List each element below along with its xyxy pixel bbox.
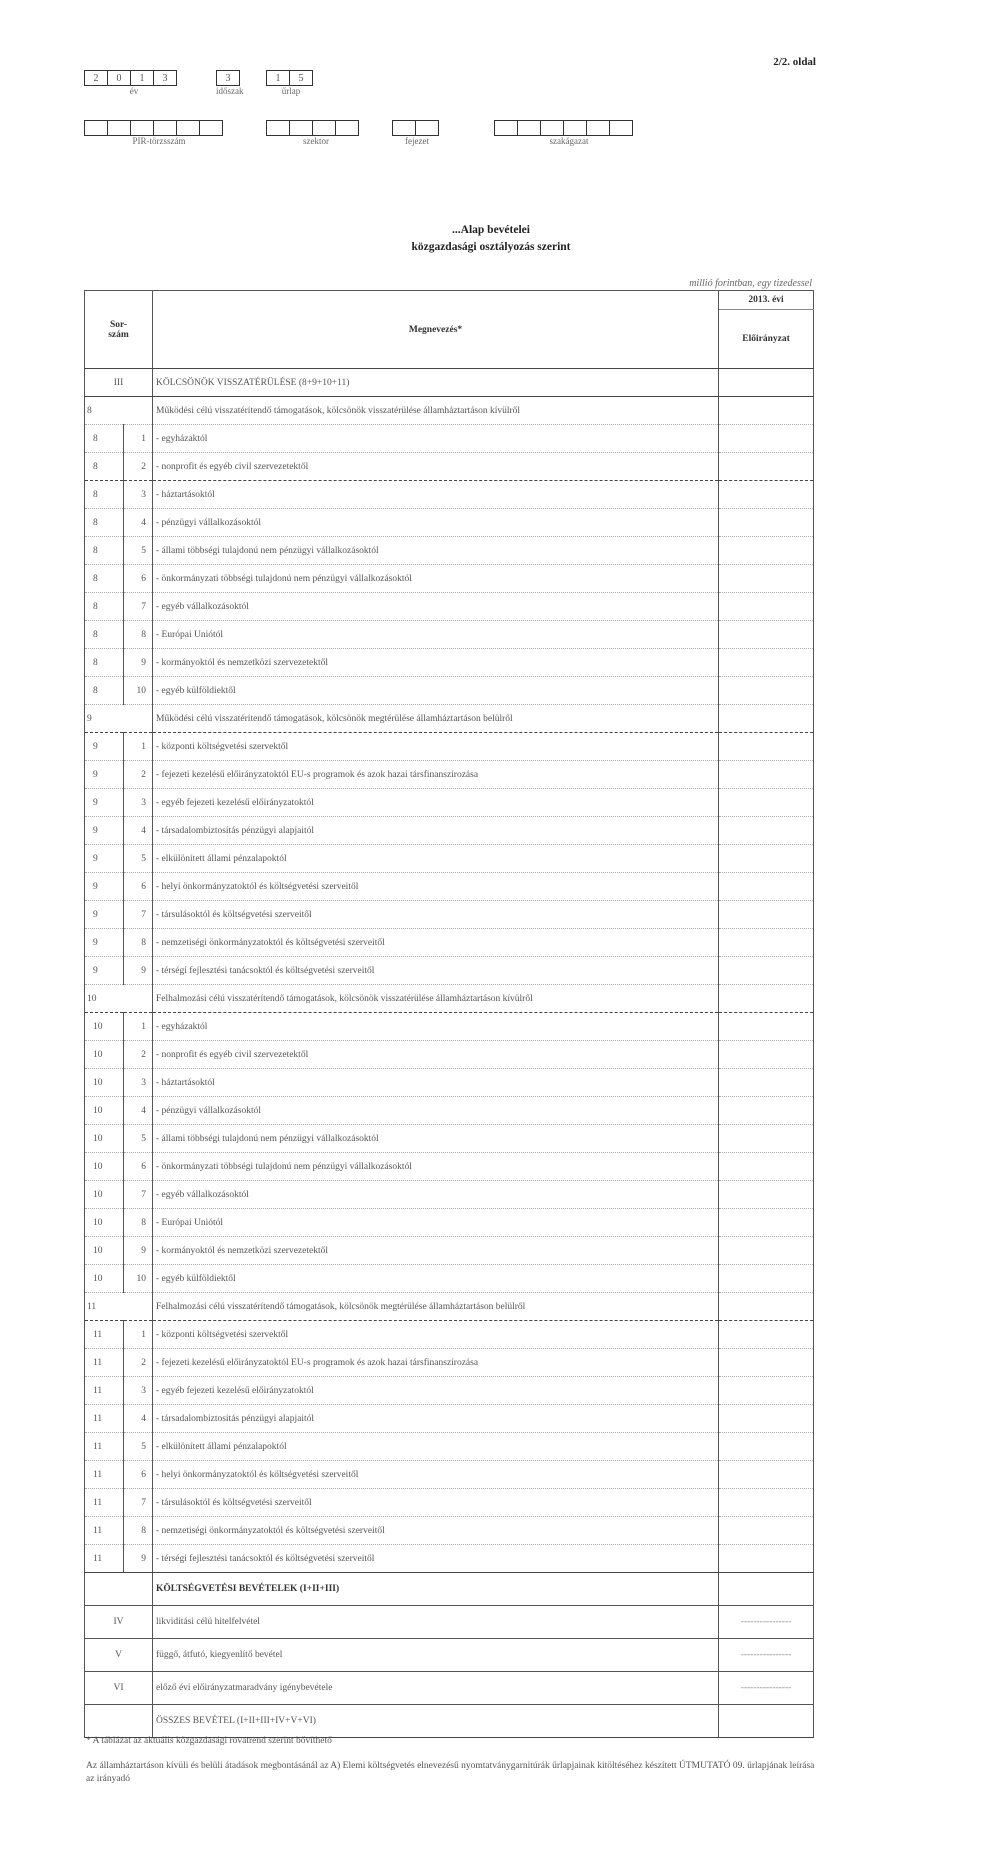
row-name: Működési célú visszatérítendő támogatások, kölcsönök megtérülése államháztartáson belülről — [153, 705, 719, 733]
summary-code: VI — [85, 1672, 153, 1705]
row-name: - háztartásoktól — [153, 481, 719, 509]
row-name: Működési célú visszatérítendő támogatások, kölcsönök visszatérülése államháztartáson kívülről — [153, 397, 719, 425]
table-row — [85, 677, 814, 705]
row-value-cell[interactable] — [719, 957, 814, 985]
row-name: - központi költségvetési szervektől — [153, 1321, 719, 1349]
table-row — [85, 1377, 814, 1405]
pir-box[interactable] — [199, 120, 223, 136]
row-value-cell[interactable] — [719, 1461, 814, 1489]
row-code-major: 9 — [85, 789, 124, 817]
table-row — [85, 817, 814, 845]
table-row — [85, 845, 814, 873]
row-code-major: 11 — [85, 1377, 124, 1405]
row-name: - társadalombiztosítás pénzügyi alapjaitól — [153, 1405, 719, 1433]
row-code-major: 10 — [85, 1237, 124, 1265]
table-row — [85, 957, 814, 985]
row-code-minor: 8 — [124, 1209, 153, 1237]
szakagazat-box[interactable] — [540, 120, 564, 136]
row-code-minor: 4 — [124, 1097, 153, 1125]
row-code-major: 8 — [85, 509, 124, 537]
row-code-minor: 5 — [124, 1433, 153, 1461]
idoszak-label: időszak — [216, 86, 244, 96]
row-code-minor: 9 — [124, 1545, 153, 1573]
row-name: - elkülönített állami pénzalapoktól — [153, 1433, 719, 1461]
header-year: 2013. évi — [719, 291, 814, 310]
row-code-major: 11 — [85, 1461, 124, 1489]
row-name: - fejezeti kezelésű előirányzatoktól EU-s programok és azok hazai társfinanszírozása — [153, 1349, 719, 1377]
table-row — [85, 509, 814, 537]
row-value-cell[interactable] — [719, 1517, 814, 1545]
row-value-cell[interactable] — [719, 1349, 814, 1377]
summary-row — [85, 1705, 814, 1738]
row-value-cell[interactable] — [719, 1433, 814, 1461]
table-row — [85, 1069, 814, 1097]
row-code-minor: 9 — [124, 957, 153, 985]
summary-row — [85, 1639, 814, 1672]
row-value-cell[interactable] — [719, 1041, 814, 1069]
ev-box[interactable]: 1 — [130, 70, 154, 86]
row-name: KÖLCSÖNÖK VISSZATÉRÜLÉSE (8+9+10+11) — [153, 369, 719, 397]
row-code-major: 10 — [85, 1125, 124, 1153]
table-row — [85, 1013, 814, 1041]
row-code-major: 10 — [85, 1041, 124, 1069]
table-row — [85, 1517, 814, 1545]
row-code-major: 10 — [85, 1209, 124, 1237]
table-row — [85, 873, 814, 901]
table-row — [85, 1489, 814, 1517]
row-code-major: 8 — [85, 677, 124, 705]
row-value-cell[interactable] — [719, 1405, 814, 1433]
row-code-minor: 4 — [124, 817, 153, 845]
row-code-minor: 5 — [124, 537, 153, 565]
row-name: - fejezeti kezelésű előirányzatoktól EU-s programok és azok hazai társfinanszírozása — [153, 761, 719, 789]
table-row — [85, 565, 814, 593]
row-value-cell[interactable] — [719, 1237, 814, 1265]
row-code-major: 9 — [85, 873, 124, 901]
table-row — [85, 1461, 814, 1489]
row-value-cell[interactable] — [719, 1489, 814, 1517]
szakagazat-box[interactable] — [494, 120, 518, 136]
row-code-major: 8 — [85, 425, 124, 453]
table-row — [85, 453, 814, 481]
table-row — [85, 733, 814, 761]
ev-box-group — [84, 70, 184, 96]
row-value-cell[interactable] — [719, 817, 814, 845]
summary-name: likviditási célú hitelfelvétel — [153, 1606, 719, 1639]
row-code-major: 11 — [85, 1321, 124, 1349]
row-value-cell[interactable] — [719, 1013, 814, 1041]
table-row — [85, 985, 814, 1013]
row-code-minor: 3 — [124, 1069, 153, 1097]
row-code-major: 10 — [85, 1181, 124, 1209]
summary-value[interactable] — [719, 1705, 814, 1738]
row-name: - önkormányzati többségi tulajdonú nem pénzügyi vállalkozásoktól — [153, 565, 719, 593]
row-value-cell[interactable] — [719, 1097, 814, 1125]
row-code-minor: 7 — [124, 901, 153, 929]
row-code-minor: 4 — [124, 509, 153, 537]
row-name: - elkülönített állami pénzalapoktól — [153, 845, 719, 873]
row-code-major: 11 — [85, 1545, 124, 1573]
row-code-major: 11 — [85, 1433, 124, 1461]
row-name: Felhalmozási célú visszatérítendő támogatások, kölcsönök megtérülése államháztartáson belülről — [153, 1293, 719, 1321]
pir-box[interactable] — [107, 120, 131, 136]
row-code-minor: 7 — [124, 1489, 153, 1517]
summary-value[interactable] — [719, 1573, 814, 1606]
row-code-major: 10 — [85, 1265, 124, 1293]
header-sorszam: Sor- szám — [85, 291, 153, 369]
pir-label: PIR-törzsszám — [132, 136, 186, 146]
row-value-cell[interactable] — [719, 1377, 814, 1405]
ev-box[interactable]: 3 — [153, 70, 177, 86]
table-row — [85, 1545, 814, 1573]
table-row — [85, 1321, 814, 1349]
szektor-box[interactable] — [266, 120, 290, 136]
table-row — [85, 1209, 814, 1237]
row-code-minor: 9 — [124, 1237, 153, 1265]
row-value-cell[interactable] — [719, 873, 814, 901]
szakagazat-box[interactable] — [563, 120, 587, 136]
table-row — [85, 537, 814, 565]
idoszak-box-group — [216, 70, 244, 96]
fejezet-box[interactable] — [392, 120, 416, 136]
row-value-cell[interactable] — [719, 1293, 814, 1321]
row-value-cell[interactable] — [719, 845, 814, 873]
row-code-major: 8 — [85, 565, 124, 593]
row-value-cell[interactable] — [719, 761, 814, 789]
row-code-minor: 6 — [124, 565, 153, 593]
summary-code — [85, 1705, 153, 1738]
summary-value[interactable]: ---------------- — [719, 1672, 814, 1705]
row-code-minor: 7 — [124, 593, 153, 621]
ev-label: év — [129, 86, 139, 96]
pir-box-group — [84, 120, 234, 146]
revenue-table — [84, 290, 814, 1738]
row-value-cell[interactable] — [719, 929, 814, 957]
row-value-cell[interactable] — [719, 537, 814, 565]
urlap-box[interactable]: 5 — [289, 70, 313, 86]
unit-note: millió forintban, egy tizedessel — [689, 278, 812, 289]
row-code-minor: 3 — [124, 789, 153, 817]
header-eloiranyzat: Előirányzat — [719, 310, 814, 369]
row-name: - kormányoktól és nemzetközi szervezetektől — [153, 1237, 719, 1265]
row-name: - Európai Uniótól — [153, 621, 719, 649]
row-code-major: 9 — [85, 929, 124, 957]
row-code-major: 9 — [85, 901, 124, 929]
row-code-major: 11 — [85, 1349, 124, 1377]
table-row — [85, 1433, 814, 1461]
idoszak-box[interactable]: 3 — [216, 70, 240, 86]
szakagazat-box[interactable] — [609, 120, 633, 136]
table-row — [85, 1097, 814, 1125]
row-code-minor: 8 — [124, 1517, 153, 1545]
table-row — [85, 593, 814, 621]
fejezet-box-group — [392, 120, 442, 146]
urlap-box-group — [266, 70, 316, 96]
row-value-cell[interactable] — [719, 1181, 814, 1209]
footnote-2: Az államháztartáson kívüli és belüli átadások megbontásánál az A) Elemi költségvetés elnevezésű nyomtatványgarnitúrák űrlapjainak kitöltéséhez készített ÚTMUTATÓ 09. űrlapjának leírása az irányadó — [86, 1761, 815, 1784]
summary-name: függő, átfutó, kiegyenlítő bevétel — [153, 1639, 719, 1672]
summary-name: KÖLTSÉGVETÉSI BEVÉTELEK (I+II+III) — [153, 1573, 719, 1606]
row-value-cell[interactable] — [719, 621, 814, 649]
summary-code — [85, 1573, 153, 1606]
table-row — [85, 425, 814, 453]
row-code: III — [85, 369, 153, 397]
header-megnevezes: Megnevezés* — [153, 291, 719, 369]
table-row — [85, 1293, 814, 1321]
szakagazat-box[interactable] — [517, 120, 541, 136]
row-code-minor: 10 — [124, 1265, 153, 1293]
row-name: - állami többségi tulajdonú nem pénzügyi vállalkozásoktól — [153, 1125, 719, 1153]
summary-name: előző évi előirányzatmaradvány igénybevétele — [153, 1672, 719, 1705]
row-value-cell[interactable] — [719, 705, 814, 733]
szakagazat-box-group — [494, 120, 644, 146]
row-code-minor: 9 — [124, 649, 153, 677]
urlap-label: űrlap — [281, 86, 301, 96]
row-code-minor: 6 — [124, 1461, 153, 1489]
row-name: - helyi önkormányzatoktól és költségvetési szerveitől — [153, 1461, 719, 1489]
table-row — [85, 1181, 814, 1209]
szektor-box[interactable] — [289, 120, 313, 136]
summary-code: IV — [85, 1606, 153, 1639]
row-code-major: 8 — [85, 481, 124, 509]
summary-value[interactable]: ---------------- — [719, 1606, 814, 1639]
summary-row — [85, 1672, 814, 1705]
table-row — [85, 1125, 814, 1153]
row-code-major: 8 — [85, 649, 124, 677]
row-name: - nemzetiségi önkormányzatoktól és költségvetési szerveitől — [153, 929, 719, 957]
row-value-cell[interactable] — [719, 1125, 814, 1153]
summary-value[interactable]: ---------------- — [719, 1639, 814, 1672]
ev-box[interactable]: 0 — [107, 70, 131, 86]
page-number: 2/2. oldal — [773, 56, 816, 68]
urlap-box[interactable]: 1 — [266, 70, 290, 86]
row-code-minor: 3 — [124, 481, 153, 509]
szektor-box[interactable] — [335, 120, 359, 136]
table-row — [85, 1265, 814, 1293]
table-row — [85, 1405, 814, 1433]
row-name: - egyházaktól — [153, 1013, 719, 1041]
row-code-minor: 5 — [124, 845, 153, 873]
row-code-minor: 6 — [124, 1153, 153, 1181]
row-value-cell[interactable] — [719, 425, 814, 453]
row-code-minor: 1 — [124, 1321, 153, 1349]
row-code-minor: 8 — [124, 621, 153, 649]
pir-box[interactable] — [153, 120, 177, 136]
row-code-major: 10 — [85, 1153, 124, 1181]
row-value-cell[interactable] — [719, 1321, 814, 1349]
row-name: - nemzetiségi önkormányzatoktól és költségvetési szerveitől — [153, 1517, 719, 1545]
szakagazat-label: szakágazat — [549, 136, 589, 146]
row-value-cell[interactable] — [719, 985, 814, 1013]
row-name: - háztartásoktól — [153, 1069, 719, 1097]
row-code-major: 10 — [85, 1013, 124, 1041]
ev-box[interactable]: 2 — [84, 70, 108, 86]
row-name: - helyi önkormányzatoktól és költségvetési szerveitől — [153, 873, 719, 901]
row-code-major: 9 — [85, 761, 124, 789]
row-name: - egyéb fejezeti kezelésű előirányzatoktól — [153, 1377, 719, 1405]
row-value-cell[interactable] — [719, 649, 814, 677]
row-name: - egyéb külföldiektől — [153, 1265, 719, 1293]
row-value-cell[interactable] — [719, 1265, 814, 1293]
title-line-1: ...Alap bevételei — [452, 224, 530, 236]
row-value-cell[interactable] — [719, 1069, 814, 1097]
summary-name: ÖSSZES BEVÉTEL (I+II+III+IV+V+VI) — [153, 1705, 719, 1738]
row-code-major: 8 — [85, 537, 124, 565]
row-value-cell[interactable] — [719, 565, 814, 593]
table-row — [85, 789, 814, 817]
row-code-major: 9 — [85, 817, 124, 845]
row-code-minor: 2 — [124, 453, 153, 481]
row-code-major: 11 — [85, 1489, 124, 1517]
table-row — [85, 397, 814, 425]
table-row — [85, 369, 814, 397]
row-code-minor: 6 — [124, 873, 153, 901]
row-code-minor: 5 — [124, 1125, 153, 1153]
table-row — [85, 1349, 814, 1377]
fejezet-box[interactable] — [415, 120, 439, 136]
row-name: - Európai Uniótól — [153, 1209, 719, 1237]
row-value-cell[interactable] — [719, 369, 814, 397]
row-value-cell[interactable] — [719, 1153, 814, 1181]
row-code-minor: 1 — [124, 1013, 153, 1041]
row-name: - egyházaktól — [153, 425, 719, 453]
szektor-box[interactable] — [312, 120, 336, 136]
footnote-1: * A táblázat az aktuális közgazdasági rovatrend szerint bővíthető — [86, 1736, 332, 1746]
table-row — [85, 481, 814, 509]
row-code-major: 9 — [85, 733, 124, 761]
table-row — [85, 649, 814, 677]
row-code-minor: 1 — [124, 733, 153, 761]
pir-box[interactable] — [130, 120, 154, 136]
table-row — [85, 621, 814, 649]
title-line-2: közgazdasági osztályozás szerint — [411, 241, 571, 253]
row-name: Felhalmozási célú visszatérítendő támogatások, kölcsönök visszatérülése államháztartáson kívülről — [153, 985, 719, 1013]
row-code-major: 10 — [85, 1097, 124, 1125]
row-name: - térségi fejlesztési tanácsoktól és költségvetési szerveitől — [153, 957, 719, 985]
row-name: - térségi fejlesztési tanácsoktól és költségvetési szerveitől — [153, 1545, 719, 1573]
row-value-cell[interactable] — [719, 397, 814, 425]
row-code-major: 9 — [85, 845, 124, 873]
row-code-minor: 10 — [124, 677, 153, 705]
summary-row — [85, 1606, 814, 1639]
row-code: 10 — [85, 985, 153, 1013]
row-name: - nonprofit és egyéb civil szervezetektől — [153, 453, 719, 481]
row-value-cell[interactable] — [719, 1545, 814, 1573]
table-row — [85, 761, 814, 789]
row-name: - egyéb vállalkozásoktól — [153, 593, 719, 621]
row-value-cell[interactable] — [719, 733, 814, 761]
szakagazat-box[interactable] — [586, 120, 610, 136]
row-value-cell[interactable] — [719, 677, 814, 705]
row-code-major: 11 — [85, 1517, 124, 1545]
row-name: - társulásoktól és költségvetési szerveitől — [153, 901, 719, 929]
row-name: - egyéb vállalkozásoktól — [153, 1181, 719, 1209]
row-name: - társulásoktól és költségvetési szerveitől — [153, 1489, 719, 1517]
row-name: - kormányoktól és nemzetközi szervezetektől — [153, 649, 719, 677]
row-code-minor: 2 — [124, 1349, 153, 1377]
row-code-major: 11 — [85, 1405, 124, 1433]
summary-row — [85, 1573, 814, 1606]
row-code-minor: 4 — [124, 1405, 153, 1433]
table-row — [85, 929, 814, 957]
row-name: - pénzügyi vállalkozásoktól — [153, 509, 719, 537]
row-code-major: 10 — [85, 1069, 124, 1097]
row-code: 11 — [85, 1293, 153, 1321]
row-code: 8 — [85, 397, 153, 425]
row-value-cell[interactable] — [719, 593, 814, 621]
row-value-cell[interactable] — [719, 901, 814, 929]
row-name: - egyéb fejezeti kezelésű előirányzatoktól — [153, 789, 719, 817]
row-value-cell[interactable] — [719, 509, 814, 537]
row-code-major: 8 — [85, 593, 124, 621]
row-code-minor: 2 — [124, 761, 153, 789]
row-name: - központi költségvetési szervektől — [153, 733, 719, 761]
table-row — [85, 1041, 814, 1069]
row-name: - pénzügyi vállalkozásoktól — [153, 1097, 719, 1125]
szektor-label: szektor — [303, 136, 329, 146]
row-name: - egyéb külföldiektől — [153, 677, 719, 705]
summary-code: V — [85, 1639, 153, 1672]
pir-box[interactable] — [176, 120, 200, 136]
table-row — [85, 1237, 814, 1265]
row-name: - nonprofit és egyéb civil szervezetektől — [153, 1041, 719, 1069]
row-value-cell[interactable] — [719, 1209, 814, 1237]
table-row — [85, 705, 814, 733]
row-code-minor: 2 — [124, 1041, 153, 1069]
row-code-major: 8 — [85, 453, 124, 481]
row-code-minor: 8 — [124, 929, 153, 957]
szektor-box-group — [266, 120, 366, 146]
row-code: 9 — [85, 705, 153, 733]
row-code-minor: 7 — [124, 1181, 153, 1209]
fejezet-label: fejezet — [405, 136, 429, 146]
row-name: - önkormányzati többségi tulajdonú nem pénzügyi vállalkozásoktól — [153, 1153, 719, 1181]
row-name: - állami többségi tulajdonú nem pénzügyi vállalkozásoktól — [153, 537, 719, 565]
row-name: - társadalombiztosítás pénzügyi alapjaitól — [153, 817, 719, 845]
row-code-major: 8 — [85, 621, 124, 649]
row-value-cell[interactable] — [719, 481, 814, 509]
row-code-minor: 1 — [124, 425, 153, 453]
row-code-major: 9 — [85, 957, 124, 985]
row-value-cell[interactable] — [719, 789, 814, 817]
row-value-cell[interactable] — [719, 453, 814, 481]
pir-box[interactable] — [84, 120, 108, 136]
table-row — [85, 901, 814, 929]
row-code-minor: 3 — [124, 1377, 153, 1405]
table-row — [85, 1153, 814, 1181]
